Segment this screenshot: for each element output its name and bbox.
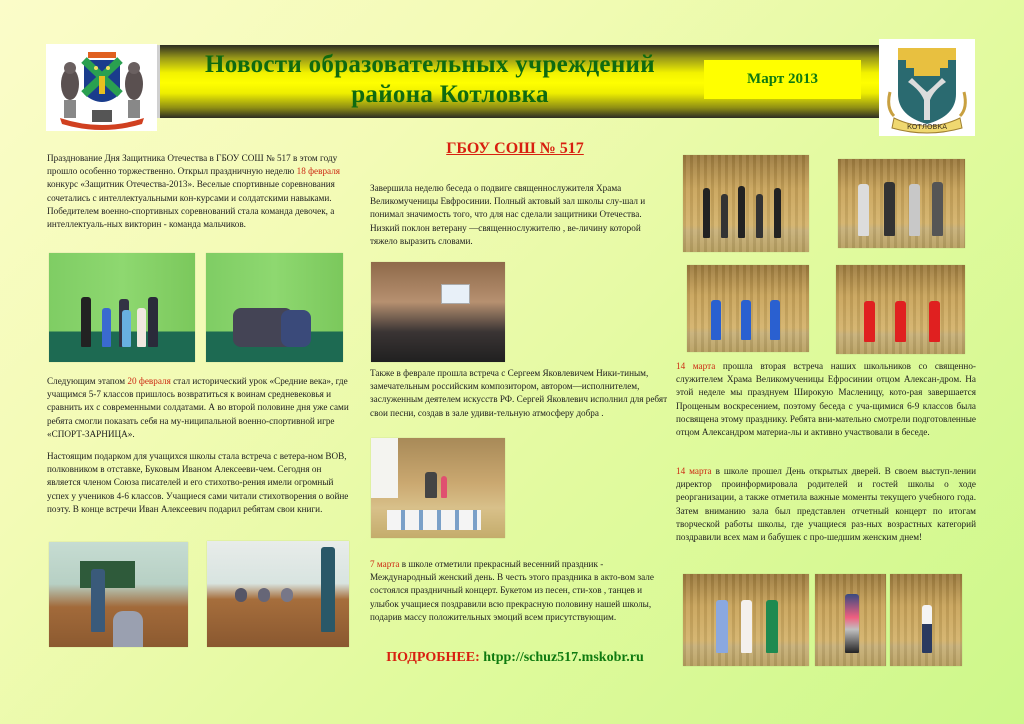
photo-singers-four — [838, 159, 965, 248]
photo-dancers-red — [836, 265, 965, 354]
photo-composer-stage — [371, 438, 505, 538]
date-highlight: 20 февраля — [127, 376, 171, 386]
title-line-2: района Котловка — [351, 81, 549, 108]
photo-dancers-blue — [687, 265, 809, 352]
school-website-link[interactable]: htpp://schuz517.mskobr.ru — [483, 650, 644, 665]
more-info — [360, 650, 670, 666]
page-title — [160, 50, 700, 110]
article-defender-day: Празднование Дня Защитника Отечества в ГБОУ СОШ № 517 в этом году прошло особенно торжественно. Открыл праздничную неделю 18 февраля конкурс «Защитник Отечества-2013». Веселые спортивные соревнования сочетались с интеллектуальными кон-курсами и солдатскими навыками. Победителем военно-спортивных соревнований стала команда девочек, а интеллектуаль-ных викторин - команда мальчиков. — [47, 153, 341, 230]
article-maslenitsa: 14 марта прошла вторая встреча наших школьников со священно-служителем Храма Великомученицы Ефросинии отцом Алексан-дром. На этой неделе мы празднуем Широкую Масленицу, кото-рая завершается Прощеным воскресением, поэтому беседа с уча-щимися 6-9 классов была посвящена этому празднику. Ребята вни-мательно смотрели подготовленные отцом Александром материа-лы и активно участвовали в беседе. — [676, 361, 976, 438]
article-open-day: 14 марта в школе прошел День открытых дверей. В своем выступ-лении директор проинформировала родителей и гостей школы о ходе реорганизации, а также отметила важные моменты текущего учебного года. Затем вниманию зала был представлен отчетный концерт по итогам творческой работы школы, где учащиеся раз-ных возрастных категорий поздравили всех мам и бабушек с про-шедшим женским днем! — [676, 466, 976, 543]
right-emblem — [879, 39, 975, 136]
photo-assembly-hall — [371, 262, 505, 362]
more-label: ПОДРОБНЕЕ: — [386, 650, 480, 665]
article-composer-meeting: Также в феврале прошла встреча с Сергеем Яковлевичем Ники-тиным, замечательным российским композитором, автором—исполнителем, заслуженным деятелем искусств РФ. Сергей Яковлевич исполнил для ребят свои песни, создав в зале удиви-тельную атмосферу добра . — [370, 368, 668, 418]
left-emblem — [46, 44, 157, 131]
kotlovka-coat-of-arms-icon — [884, 42, 970, 134]
photo-veteran-students — [207, 541, 349, 647]
article-priest-talk: Завершила неделю беседа о подвиге священнослужителя Храма Великомученицы Евфросинии. Полный актовый зал школы слу-шал и понимал значимость того, что для нас сделали защитники Отечества. Низкий поклон ветерану —священнослужителю , ве-личину которой тяжело выразить словами. — [370, 183, 646, 246]
photo-three-singers — [683, 574, 809, 666]
school-headline: ГБОУ СОШ № 517 — [446, 140, 584, 157]
date-highlight: 14 марта — [676, 466, 712, 476]
date-highlight: 14 марта — [676, 361, 716, 371]
photo-dancers-black — [683, 155, 809, 252]
article-womens-day: 7 марта в школе отметили прекрасный весенний праздник - Международный женский день. В честь этого праздника в акто-вом зале состоялся праздничный концерт. Букетом из песен, сти-хов , танцев и улыбок учащиеся поздравили всю прекрасную половину нашей школы, подарив массу положительных эмоций всем присутствующим. — [370, 559, 654, 622]
photo-team-medals — [49, 253, 195, 362]
photo-veteran-classroom — [49, 542, 188, 647]
article-middle-ages-lesson: Следующим этапом 20 февраля стал исторический урок «Средние века», где учащимся 5-7 классов пришлось возвратиться к воинам средневековья и сравнить их с современными солдатами. А во второй половине дня уже сами ребята смогли показать себя на му-ниципальной военно-спортивной игре «СПОРТ-ЗАРНИЦА». — [47, 376, 349, 439]
photo-solo-striped — [815, 574, 886, 666]
issue-date: Март 2013 — [704, 60, 861, 99]
photo-group-cups — [206, 253, 343, 362]
date-highlight: 18 февраля — [296, 166, 341, 177]
svg-text:КОТЛОВКА: КОТЛОВКА — [906, 122, 948, 131]
title-line-1: Новости образовательных учреждений — [205, 51, 655, 78]
date-highlight: 7 марта — [370, 559, 400, 569]
article-veteran-meeting: Настоящим подарком для учащихся школы стала встреча с ветера-ном ВОВ, полковником в отставке, Буковым Иваном Алексееви-чем. Сегодня он является членом Союза писателей и его стихотво-рения имели огромный успех у учеников 4-6 классов. Учащиеся сами читали стихотворения о войне поэту. В конце встречи Иван Алексеевич подарил ребятам свои книги. — [47, 451, 349, 514]
district-emblem-icon — [52, 46, 152, 130]
photo-solo-white — [890, 574, 962, 666]
